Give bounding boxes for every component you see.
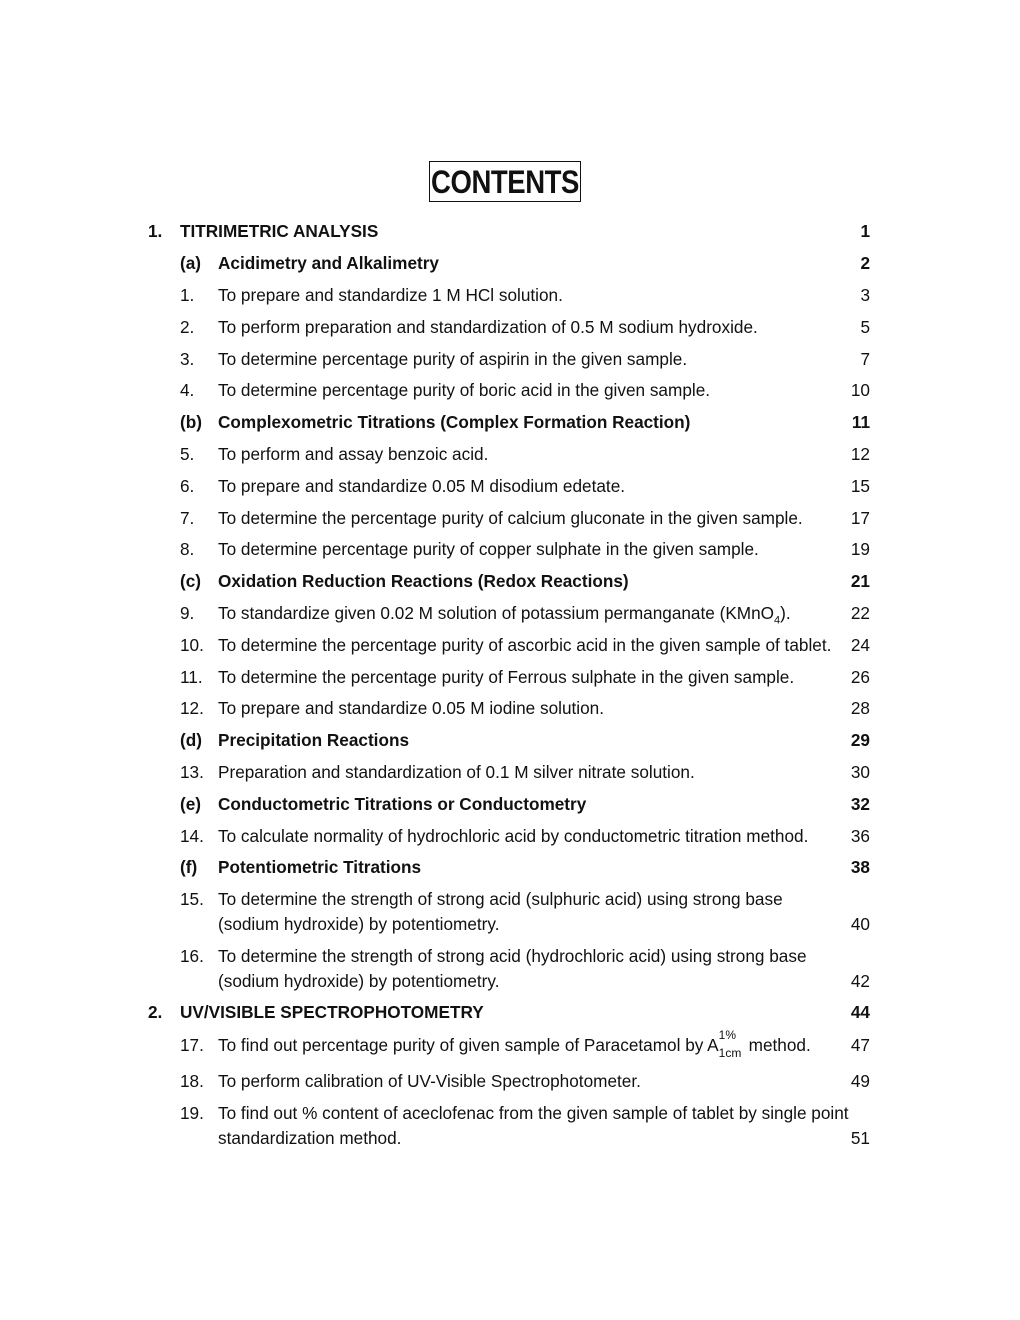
entry-title	[218, 601, 791, 633]
entry-number: (a)	[180, 253, 202, 273]
entry-number: 2.	[180, 317, 195, 337]
entry-page: 29	[850, 730, 870, 750]
entry-page: 2	[860, 253, 870, 273]
entry-number: (c)	[180, 571, 202, 591]
entry-title: To prepare and standardize 0.05 M iodine solution.	[218, 698, 605, 718]
entry-title-line2: standardization method.	[218, 1128, 402, 1148]
entry-number: 11.	[180, 667, 203, 687]
entry-title: To determine percentage purity of boric acid in the given sample.	[218, 380, 711, 400]
entry-title: To determine percentage purity of copper sulphate in the given sample.	[218, 539, 759, 559]
entry-page: 15	[850, 476, 870, 496]
entry-page: 21	[850, 571, 870, 591]
entry-number: 14.	[180, 826, 204, 846]
entry-title: To determine the percentage purity of Ferrous sulphate in the given sample.	[218, 667, 795, 687]
entry-page: 10	[850, 380, 870, 400]
entry-page: 5	[860, 317, 870, 337]
entry-number: (d)	[180, 730, 202, 750]
entry-title-end: method.	[748, 1035, 811, 1055]
entry-number: 13.	[180, 762, 204, 782]
entry-page: 28	[850, 698, 870, 718]
entry-page: 19	[850, 539, 870, 559]
entry-title: To perform calibration of UV-Visible Spectrophotometer.	[218, 1071, 641, 1091]
entry-title: Complexometric Titrations (Complex Formation Reaction)	[218, 412, 691, 432]
entry-number: (e)	[180, 794, 202, 814]
entry-number: 8.	[180, 539, 195, 559]
entry-page: 51	[850, 1128, 870, 1148]
entry-page: 40	[850, 914, 870, 934]
subscript-4: 4	[774, 614, 781, 627]
entry-number: 16.	[180, 946, 204, 966]
entry-page: 17	[850, 508, 870, 528]
page-title: CONTENTS	[431, 163, 579, 200]
entry-title: Preparation and standardization of 0.1 M silver nitrate solution.	[218, 762, 695, 782]
entry-number: (f)	[180, 857, 198, 877]
entry-page: 36	[850, 826, 870, 846]
entry-title: To determine the percentage purity of ascorbic acid in the given sample of tablet.	[218, 635, 832, 655]
entry-title: Oxidation Reduction Reactions (Redox Reactions)	[218, 571, 629, 591]
entry-page: 26	[850, 667, 870, 687]
entry-title: To determine the percentage purity of calcium gluconate in the given sample.	[218, 508, 803, 528]
entry-page: 24	[850, 635, 870, 655]
entry-number: 9.	[180, 603, 195, 623]
entry-page: 32	[850, 794, 870, 814]
entry-title-end: ).	[780, 603, 791, 623]
entry-title: To perform and assay benzoic acid.	[218, 444, 489, 464]
entry-number: 6.	[180, 476, 195, 496]
entry-title	[218, 1028, 811, 1060]
entry-number: 17.	[180, 1035, 204, 1055]
entry-number: 4.	[180, 380, 195, 400]
entry-page: 1	[860, 221, 870, 241]
entry-title: Precipitation Reactions	[218, 730, 410, 750]
entry-number: 7.	[180, 508, 195, 528]
entry-number: 18.	[180, 1071, 204, 1091]
entry-title-line1: To find out % content of aceclofenac from the given sample of tablet by single point	[218, 1103, 849, 1123]
entry-number: 19.	[180, 1103, 204, 1123]
entry-page: 22	[850, 603, 870, 623]
entry-page: 42	[850, 971, 870, 991]
superscript-1-percent: 1%	[718, 1028, 736, 1042]
entry-title: To perform preparation and standardization of 0.5 M sodium hydroxide.	[218, 317, 758, 337]
entry-page: 38	[850, 857, 870, 877]
entry-title-line1: To determine the strength of strong acid (sulphuric acid) using strong base	[218, 889, 783, 909]
entry-title-line1: To determine the strength of strong acid (hydrochloric acid) using strong base	[218, 946, 807, 966]
entry-page: 3	[860, 285, 870, 305]
entry-title: To determine percentage purity of aspirin in the given sample.	[218, 349, 688, 369]
entry-number: 2.	[148, 1002, 163, 1022]
entry-number: 3.	[180, 349, 195, 369]
contents-title-box	[429, 161, 581, 202]
entry-page: 30	[850, 762, 870, 782]
subscript-1cm: 1cm	[718, 1046, 742, 1060]
entry-title-main: To find out percentage purity of given sample of Paracetamol by A	[218, 1035, 719, 1055]
entry-title-line2: (sodium hydroxide) by potentiometry.	[218, 971, 500, 991]
entry-title: Acidimetry and Alkalimetry	[218, 253, 439, 273]
entry-title: To prepare and standardize 0.05 M disodium edetate.	[218, 476, 626, 496]
entry-number: 1.	[180, 285, 195, 305]
entry-number: 10.	[180, 635, 204, 655]
absorbance-notation	[718, 1028, 747, 1060]
entry-title-line2: (sodium hydroxide) by potentiometry.	[218, 914, 500, 934]
entry-page: 49	[850, 1071, 870, 1091]
entry-page: 7	[860, 349, 870, 369]
entry-title: To prepare and standardize 1 M HCl solution.	[218, 285, 563, 305]
entry-number: 12.	[180, 698, 204, 718]
entry-title: Conductometric Titrations or Conductometry	[218, 794, 587, 814]
entry-title: UV/VISIBLE SPECTROPHOTOMETRY	[180, 1002, 484, 1022]
entry-number: 5.	[180, 444, 195, 464]
entry-title: TITRIMETRIC ANALYSIS	[180, 221, 379, 241]
entry-number: (b)	[180, 412, 202, 432]
entry-number: 15.	[180, 889, 204, 909]
entry-page: 44	[850, 1002, 870, 1022]
entry-page: 47	[850, 1035, 870, 1055]
entry-title-main: To standardize given 0.02 M solution of potassium permanganate (KMnO	[218, 603, 775, 623]
entry-page: 12	[850, 444, 870, 464]
entry-number: 1.	[148, 221, 163, 241]
entry-title: To calculate normality of hydrochloric acid by conductometric titration method.	[218, 826, 809, 846]
entry-title: Potentiometric Titrations	[218, 857, 422, 877]
entry-page: 11	[851, 412, 870, 432]
